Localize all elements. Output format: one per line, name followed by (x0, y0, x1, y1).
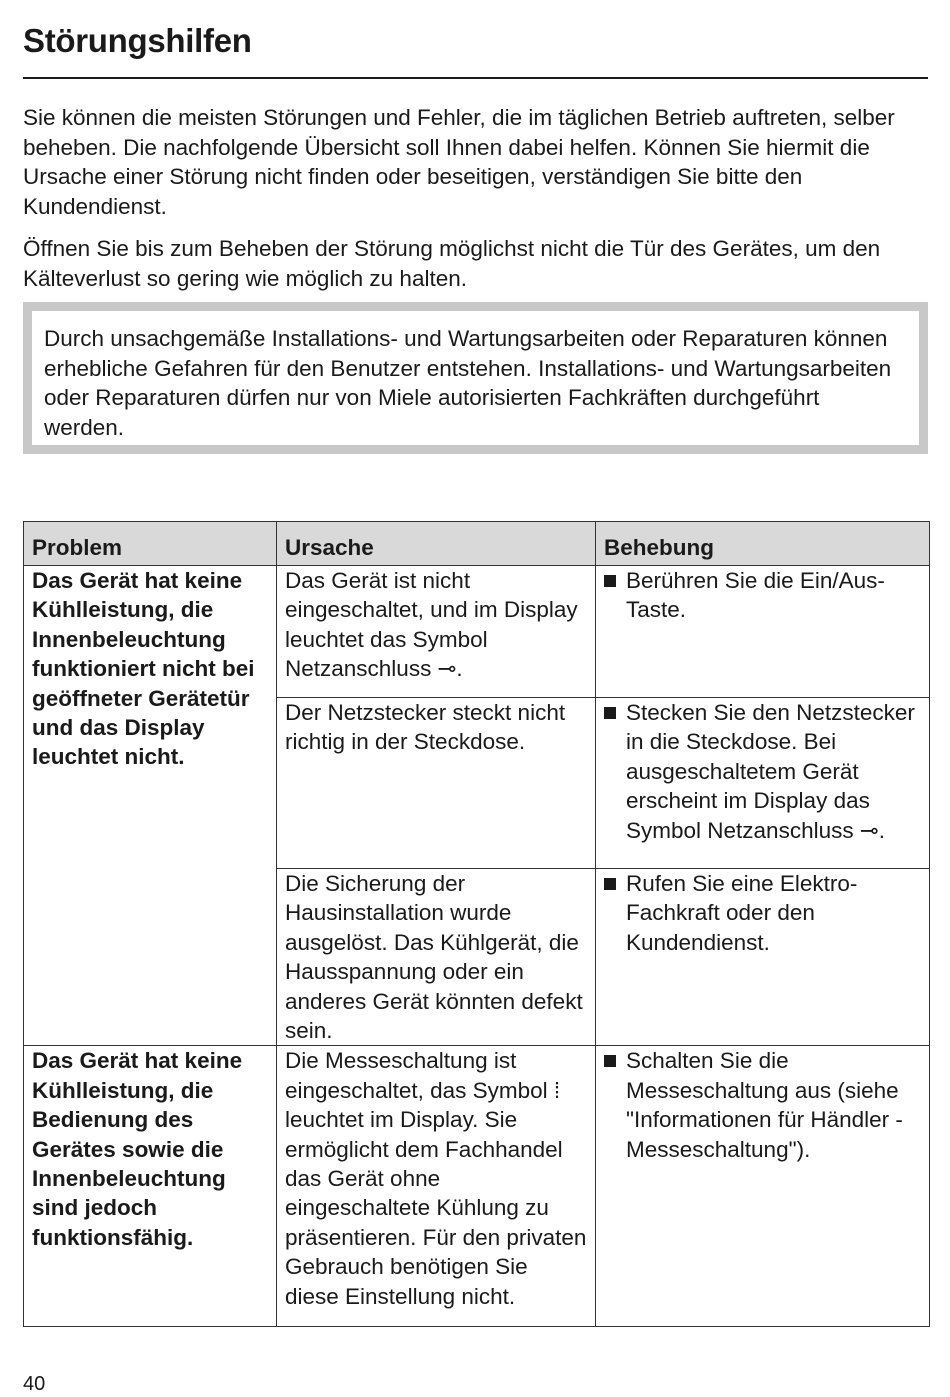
header-problem: Problem (24, 522, 277, 566)
title-divider (23, 77, 928, 79)
bullet-icon (604, 878, 616, 890)
page-number: 40 (23, 1373, 46, 1395)
fix-text: Rufen Sie eine Elektro-Fachkraft oder den Kundendienst. (626, 871, 858, 955)
problem-cell: Das Gerät hat keine Kühlleistung, die Innenbeleuchtung funktioniert nicht bei geöffneter Gerätetür und das Display leuchtet nicht. (24, 566, 277, 1046)
table-header-row (24, 522, 930, 566)
bullet-icon (604, 707, 616, 719)
fix-cell (596, 698, 930, 869)
table-row (24, 566, 930, 698)
header-cause: Ursache (277, 522, 596, 566)
fix-text: Schalten Sie die Messeschaltung aus (siehe "Informationen für Händler - Messeschaltung"). (626, 1048, 903, 1162)
header-fix: Behebung (596, 522, 930, 566)
table-row (24, 1046, 930, 1327)
fix-cell (596, 1046, 930, 1327)
cause-cell: Die Messeschaltung ist eingeschaltet, das Symbol ⁞ leuchtet im Display. Sie ermöglicht dem Fachhandel das Gerät ohne eingeschaltete Kühlung zu präsentieren. Für den privaten Gebrauch benötigen Sie diese Einstellung nicht. (277, 1046, 596, 1327)
fix-cell (596, 869, 930, 1046)
cause-cell: Der Netzstecker steckt nicht richtig in der Steckdose. (277, 698, 596, 869)
intro-paragraph-1: Sie können die meisten Störungen und Fehler, die im täglichen Betrieb auftreten, selber beheben. Die nachfolgende Übersicht soll Ihnen dabei helfen. Können Sie hiermit die Ursache einer Störung nicht finden oder beseitigen, verständigen Sie bitte den Kundendienst. (23, 105, 895, 219)
bullet-icon (604, 575, 616, 587)
bullet-icon (604, 1055, 616, 1067)
cause-cell: Das Gerät ist nicht eingeschaltet, und im Display leuchtet das Symbol Netzanschluss ⊸. (277, 566, 596, 698)
warning-box (23, 302, 928, 454)
fix-cell (596, 566, 930, 698)
cause-cell: Die Sicherung der Hausinstallation wurde ausgelöst. Das Kühlgerät, die Hausspannung oder ein anderes Gerät könnten defekt sein. (277, 869, 596, 1046)
warning-text: Durch unsachgemäße Installations- und Wartungsarbeiten oder Reparaturen können erhebliche Gefahren für den Benutzer entstehen. Installations- und Wartungsarbeiten oder Reparaturen dürfen nur von Miele autorisierten Fachkräften durchgeführt werden. (44, 326, 892, 440)
intro-paragraph-2: Öffnen Sie bis zum Beheben der Störung möglichst nicht die Tür des Gerätes, um den Kälteverlust so gering wie möglich zu halten. (23, 236, 881, 291)
troubleshooting-table (23, 521, 930, 1327)
fix-text: Berühren Sie die Ein/Aus-Taste. (626, 568, 885, 623)
fix-text: Stecken Sie den Netzstecker in die Steckdose. Bei ausgeschaltetem Gerät erscheint im Display das Symbol Netzanschluss ⊸. (626, 700, 915, 843)
problem-cell: Das Gerät hat keine Kühlleistung, die Bedienung des Gerätes sowie die Innenbeleuchtung sind jedoch funktionsfähig. (24, 1046, 277, 1327)
page-title: Störungshilfen (23, 22, 252, 59)
